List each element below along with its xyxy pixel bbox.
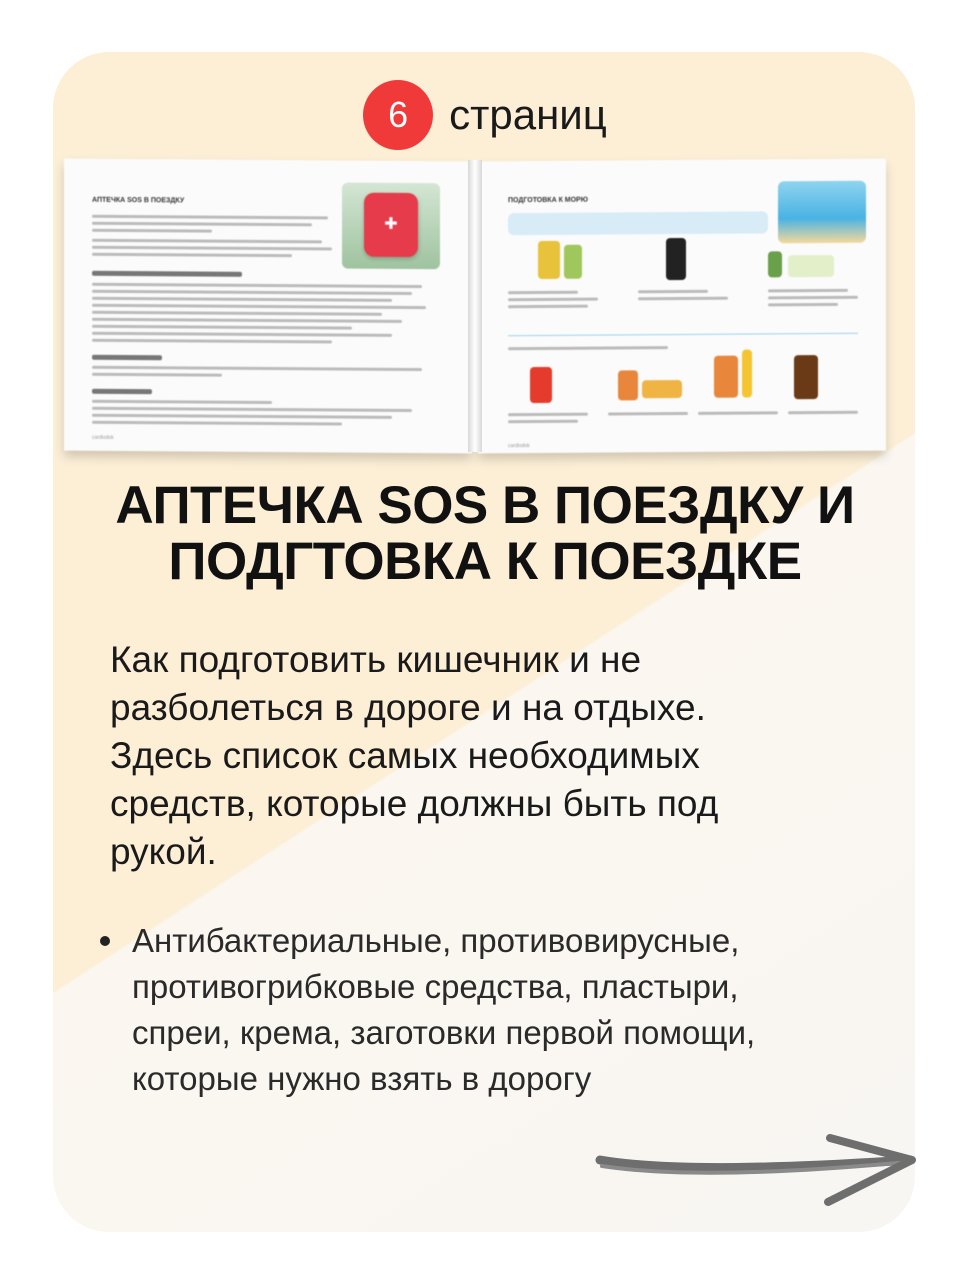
next-arrow-icon[interactable]: [590, 1120, 930, 1220]
lead-line: средств, которые должны быть под: [110, 783, 719, 824]
lead-paragraph: [110, 636, 830, 876]
first-aid-kit-image: [342, 183, 440, 270]
lead-line: Здесь список самых необходимых: [110, 735, 700, 776]
list-item: [100, 918, 880, 1102]
lead-line: Как подготовить кишечник и не: [110, 639, 642, 680]
lead-line: разболеться в дороге и на отдыхе.: [110, 687, 706, 728]
preview-right-page: [478, 159, 886, 454]
first-aid-kit-icon: ✚: [364, 193, 418, 257]
preview-left-page: [64, 159, 472, 454]
right-page-title: ПОДГОТОВКА К МОРЮ: [508, 196, 588, 205]
left-page-footer: cardiodok: [92, 434, 114, 441]
book-spine: [468, 160, 482, 452]
list-item-line: спреи, крема, заготовки первой помощи,: [132, 1014, 756, 1051]
list-item-line: противогрибковые средства, пластыри,: [132, 968, 739, 1005]
page-count-header: [0, 80, 970, 150]
list-item-line: Антибактериальные, противовирусные,: [132, 922, 740, 959]
magazine-preview: [64, 160, 886, 456]
bullet-list: [100, 918, 880, 1102]
headline-line-2: ПОДГТОВКА К ПОЕЗДКЕ: [168, 532, 802, 591]
right-page-footer: cardiodok: [508, 443, 530, 450]
beach-family-image: [778, 181, 866, 244]
bullet-icon: [100, 936, 110, 946]
info-band: [508, 211, 768, 235]
headline-line-1: АПТЕЧКА SOS В ПОЕЗДКУ И: [115, 476, 855, 535]
lead-line: рукой.: [110, 831, 217, 872]
list-item-line: которые нужно взять в дорогу: [132, 1060, 592, 1097]
list-item-text: [132, 918, 880, 1102]
page-count-label: страниц: [449, 91, 607, 138]
headline: [0, 478, 970, 590]
left-page-title: АПТЕЧКА SOS В ПОЕЗДКУ: [92, 196, 185, 205]
page-count-badge: 6: [363, 80, 433, 150]
